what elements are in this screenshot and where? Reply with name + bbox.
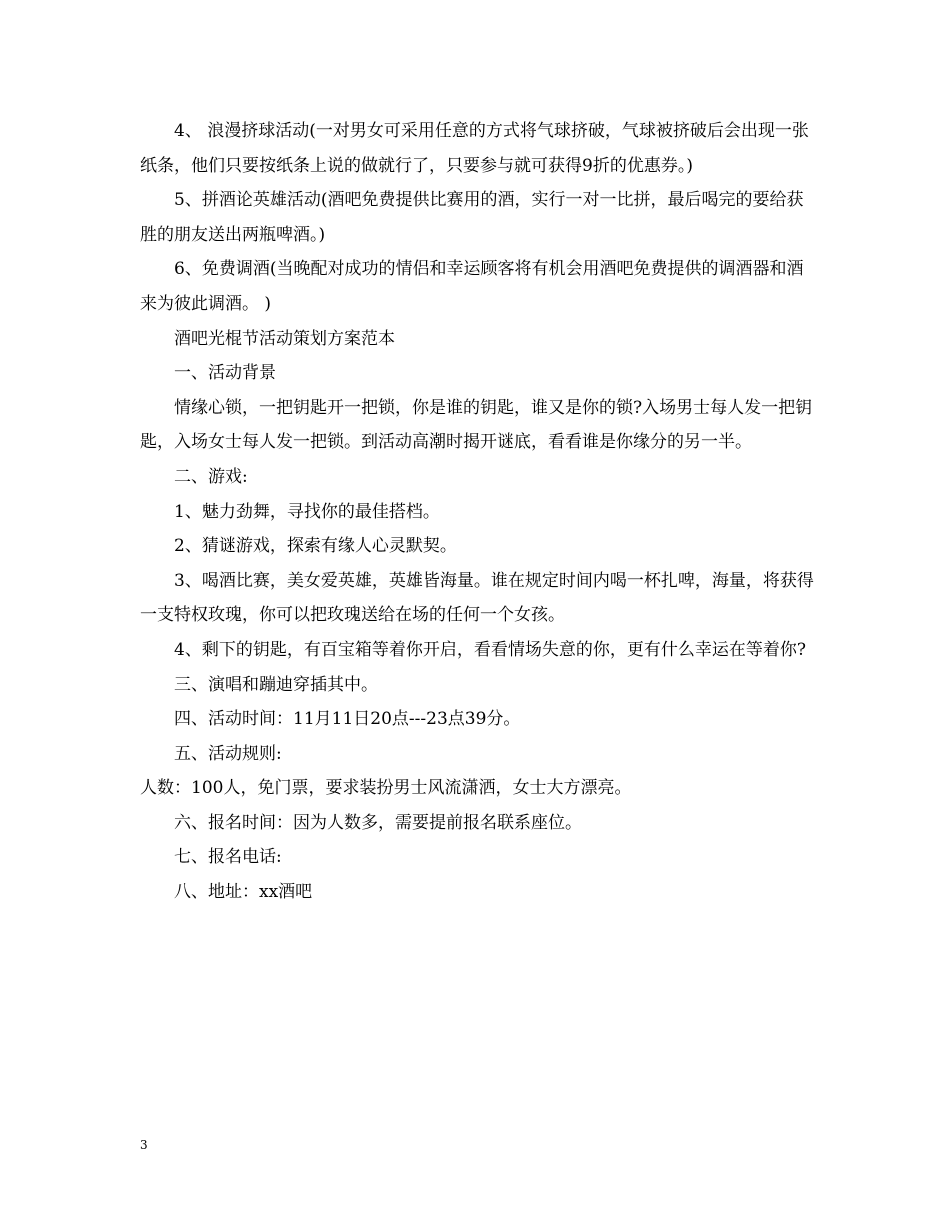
paragraph-drinking-contest-activity: 5、拼酒论英雄活动(酒吧免费提供比赛用的酒，实行一对一比拼，最后喝完的要给获胜的朋友送出两瓶啤酒。) bbox=[140, 190, 804, 245]
heading-registration-time: 六、报名时间：因为人数多，需要提前报名联系座位。 bbox=[174, 812, 582, 833]
list-item-game-1: 1、魅力劲舞，寻找你的最佳搭档。 bbox=[174, 501, 440, 522]
document-body bbox=[140, 114, 820, 910]
paragraph-free-cocktail-activity: 6、免费调酒(当晚配对成功的情侣和幸运顾客将有机会用酒吧免费提供的调酒器和酒来为彼此调酒。 ) bbox=[140, 259, 804, 314]
heading-registration-phone: 七、报名电话: bbox=[174, 847, 282, 868]
section-title: 酒吧光棍节活动策划方案范本 bbox=[174, 328, 395, 349]
list-item-game-4: 4、剩下的钥匙，有百宝箱等着你开启，看看情场失意的你，更有什么幸运在等着你? bbox=[174, 639, 806, 660]
heading-games: 二、游戏: bbox=[174, 466, 248, 487]
paragraph-romantic-balloon-activity: 4、 浪漫挤球活动(一对男女可采用任意的方式将气球挤破，气球被挤破后会出现一张纸条，他们只要按纸条上说的做就行了，只要参与就可获得9折的优惠券。) bbox=[140, 121, 809, 176]
paragraph-headcount: 人数：100人，免门票，要求装扮男士风流潇洒，女士大方漂亮。 bbox=[140, 778, 632, 799]
heading-event-time: 四、活动时间：11月11日20点---23点39分。 bbox=[174, 709, 521, 730]
heading-background: 一、活动背景 bbox=[174, 363, 276, 384]
list-item-game-3: 3、喝酒比赛，美女爱英雄，英雄皆海量。谁在规定时间内喝一杯扎啤，海量，将获得一支特权玫瑰，你可以把玫瑰送给在场的任何一个女孩。 bbox=[140, 570, 814, 626]
heading-event-rules: 五、活动规则: bbox=[174, 743, 282, 764]
list-item-game-2: 2、猜谜游戏，探索有缘人心灵默契。 bbox=[174, 536, 457, 557]
page-number: 3 bbox=[140, 1138, 148, 1152]
paragraph-background: 情缘心锁，一把钥匙开一把锁，你是谁的钥匙，谁又是你的锁?入场男士每人发一把钥匙，入场女士每人发一把锁。到活动高潮时揭开谜底，看看谁是你缘分的另一半。 bbox=[140, 397, 813, 453]
heading-performance: 三、演唱和蹦迪穿插其中。 bbox=[174, 674, 378, 695]
heading-address: 八、地址：xx酒吧 bbox=[174, 882, 313, 903]
